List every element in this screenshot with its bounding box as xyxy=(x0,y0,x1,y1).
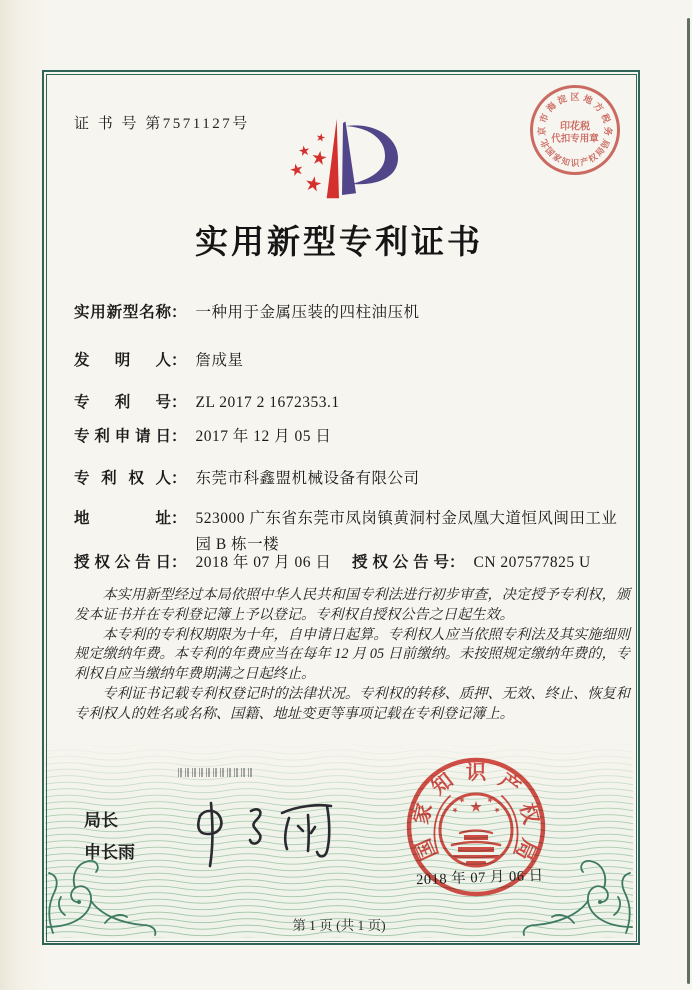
barcode xyxy=(178,768,252,777)
tax-stamp-center-line2: 代扣专用章 xyxy=(551,134,599,145)
field-label: 专利申请日 xyxy=(74,428,171,445)
field-colon: ： xyxy=(171,554,187,571)
seal-ring-char: 家 xyxy=(410,801,437,827)
legal-paragraph-2: 本专利的专利权期限为十年，自申请日起算。专利权人应当依照专利法及其实施细则规定缴纳年费。本专利的年费应当在每年 12 月 05 日前缴纳。未按照规定缴纳年费的，专利权自应当缴纳年费期满之日起终止。 xyxy=(74,626,630,683)
stamp-tax-seal xyxy=(528,83,622,177)
tax-stamp-arc-char: 方 xyxy=(591,100,606,114)
field-row-patent-number xyxy=(74,390,634,412)
tax-stamp-arc-char: 市 xyxy=(537,112,551,125)
certificate-title: 实用新型专利证书 xyxy=(195,225,483,261)
tax-stamp-arc-char: 税 xyxy=(599,112,613,125)
tax-stamp-arc-char: 地 xyxy=(581,93,595,106)
field-value: 523000 广东省东莞市凤岗镇黄洞村金凤凰大道恒风闽田工业园 B 栋一楼 xyxy=(195,510,618,553)
seal-ring-char: 局 xyxy=(511,835,540,863)
certificate-number: 证 书 号 第7571127号 xyxy=(74,116,250,132)
field-label: 地址 xyxy=(74,510,171,527)
tax-stamp-arc-char: 家 xyxy=(550,151,564,165)
field-pair-grant-number xyxy=(352,550,591,572)
tax-stamp-arc-char: 产 xyxy=(578,155,590,168)
seal-ring-char: 产 xyxy=(494,769,525,800)
field-value: 一种用于金属压装的四柱油压机 xyxy=(195,304,420,321)
legal-text-block xyxy=(74,586,630,725)
tax-stamp-arc-char: 局 xyxy=(593,145,607,159)
field-value: 2018 年 07 月 06 日 xyxy=(195,554,332,571)
tax-stamp-arc-char: 海 xyxy=(544,100,559,114)
seal-ring-char: 国 xyxy=(412,835,441,863)
seal-ring-char: 权 xyxy=(515,801,542,827)
field-colon: ： xyxy=(171,470,187,487)
paper-right-edge xyxy=(687,18,690,984)
field-label: 发明人 xyxy=(74,352,171,369)
seal-ring-char: 知 xyxy=(427,769,458,800)
field-colon: ： xyxy=(171,428,187,445)
field-value: CN 207577825 U xyxy=(473,554,591,571)
tax-stamp-arc-char: 知 xyxy=(560,155,572,168)
field-value: 东莞市科鑫盟机械设备有限公司 xyxy=(195,470,420,487)
field-row-filing-date xyxy=(74,424,634,446)
tax-stamp-arc-char: 务 xyxy=(602,126,614,136)
field-colon: ： xyxy=(171,394,187,411)
field-colon: ： xyxy=(171,352,187,369)
scan-left-shadow xyxy=(0,0,48,990)
tax-stamp-arc-char: 区 xyxy=(570,92,580,102)
field-value: 2017 年 12 月 05 日 xyxy=(195,428,332,445)
tax-stamp-arc-char: 京 xyxy=(536,126,548,136)
tax-stamp-arc-char: 识 xyxy=(570,158,580,168)
field-colon: ： xyxy=(449,554,465,571)
director-signature-handwriting xyxy=(195,798,345,873)
field-label: 专利权人 xyxy=(74,470,171,487)
field-row-grant-date xyxy=(74,550,634,572)
field-label: 授权公告日 xyxy=(74,554,171,571)
tax-stamp-arc-char: 国 xyxy=(543,145,557,159)
field-row-inventor xyxy=(74,348,634,370)
tax-stamp-arc-char: 北 xyxy=(538,137,552,151)
tax-stamp-arc-char: 权 xyxy=(586,151,600,165)
director-title: 局长 xyxy=(84,811,118,830)
field-label: 实用新型名称 xyxy=(74,304,171,321)
cnipa-patent-logo xyxy=(288,106,412,206)
tax-stamp-arc-char: 局 xyxy=(598,137,612,151)
tax-stamp-arc-char: 淀 xyxy=(555,93,569,106)
field-value: ZL 2017 2 1672353.1 xyxy=(195,394,340,411)
field-row-utility-model-name xyxy=(74,300,634,322)
legal-paragraph-1: 本实用新型经过本局依照中华人民共和国专利法进行初步审查，决定授予专利权，颁发本证书并在专利登记簿上予以登记。专利权自授权公告之日起生效。 xyxy=(74,587,630,623)
field-colon: ： xyxy=(171,304,187,321)
scanner-background xyxy=(692,0,700,990)
field-row-patentee xyxy=(74,466,634,488)
field-label: 授权公告号 xyxy=(352,554,449,571)
seal-ring-char: 识 xyxy=(465,762,487,784)
page-footer: 第 1 页 (共 1 页) xyxy=(292,918,386,933)
director-name: 申长雨 xyxy=(84,843,135,862)
field-label: 专利号 xyxy=(74,394,171,411)
tax-stamp-center-line1: 印花税 xyxy=(560,121,590,133)
national-emblem-icon xyxy=(434,794,517,866)
field-colon: ： xyxy=(171,510,187,527)
legal-paragraph-3: 专利证书记载专利权登记时的法律状况。专利权的转移、质押、无效、终止、恢复和专利权人的姓名或名称、国籍、地址变更等事项记载在专利登记簿上。 xyxy=(74,685,630,722)
seal-date: 2018 年 07 月 06 日 xyxy=(415,867,544,889)
field-value: 詹成星 xyxy=(195,352,244,369)
